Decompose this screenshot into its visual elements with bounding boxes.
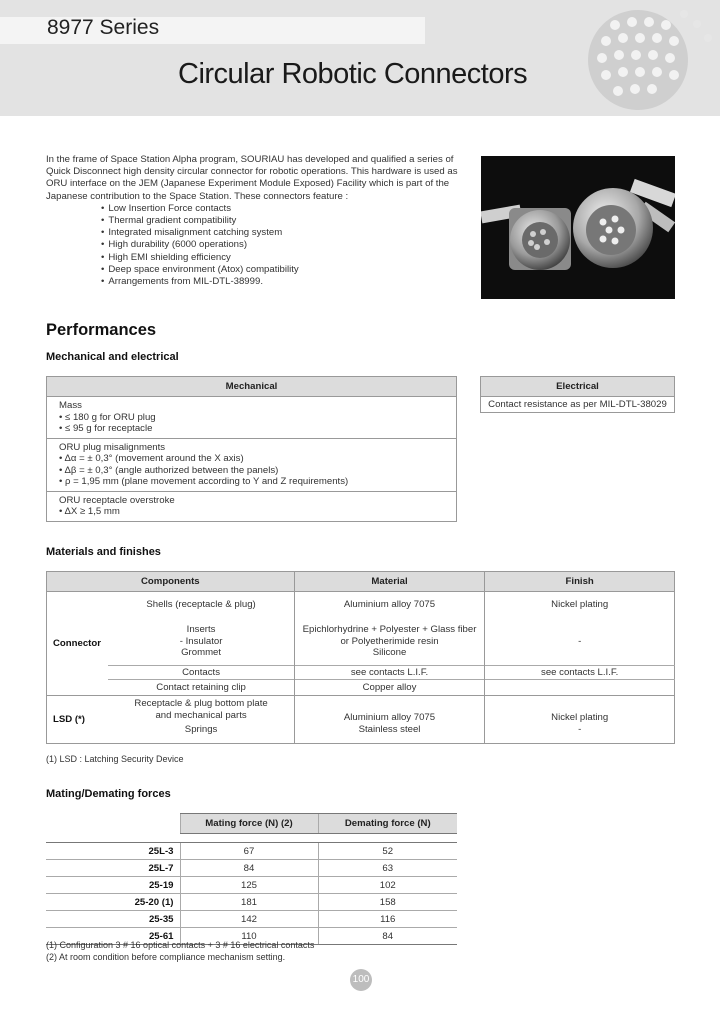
plate-line-2: and mechanical parts — [155, 709, 247, 721]
plate-component — [108, 696, 294, 724]
inserts-finish: - — [485, 618, 675, 666]
mating-value: 142 — [180, 911, 318, 928]
connector-photo — [481, 156, 675, 299]
arrangement: 25-35 — [46, 911, 180, 928]
connector-label: Connector — [47, 592, 109, 696]
arrangement: 25-19 — [46, 877, 180, 894]
shells-component: Shells (receptacle & plug) — [146, 599, 256, 610]
feature-item: • Integrated misalignment catching system — [101, 227, 460, 239]
demating-value: 52 — [318, 843, 457, 860]
mating-value: 125 — [180, 877, 318, 894]
forces-footnote-1: (1) Configuration 3 # 16 optical contacts + 3 # 16 electrical contacts — [46, 940, 315, 950]
inserts-label: Inserts — [186, 624, 216, 635]
group-line: • ρ = 1,95 mm (plane movement according to Y and Z requirements) — [59, 476, 349, 487]
demating-value: 63 — [318, 860, 457, 877]
materials-footnote: (1) LSD : Latching Security Device — [46, 754, 184, 764]
group-title: ORU plug misalignments — [59, 441, 166, 453]
feature-item: • Low Insertion Force contacts — [101, 203, 460, 215]
materials-table — [46, 571, 675, 744]
table-row — [46, 860, 457, 877]
feature-item: • Thermal gradient compatibility — [101, 215, 460, 227]
plate-line-1: Receptacle & plug bottom plate — [134, 698, 268, 710]
mating-value: 84 — [180, 860, 318, 877]
col-mating: Mating force (N) (2) — [180, 814, 318, 834]
table-row — [46, 894, 457, 911]
electrical-table — [480, 376, 675, 413]
intro-text — [46, 154, 460, 288]
shells-finish: Nickel plating — [485, 592, 675, 618]
plate-finish: Nickel plating — [485, 696, 675, 724]
forces-corner — [46, 814, 180, 834]
group-line: • ≤ 180 g for ORU plug — [59, 411, 156, 423]
lsd-label: LSD (*) — [53, 713, 85, 725]
mass-cell — [47, 397, 457, 439]
insulator-label: - Insulator — [179, 635, 223, 647]
springs-material: Stainless steel — [294, 724, 485, 744]
demating-value: 158 — [318, 894, 457, 911]
mech-elec-heading: Mechanical and electrical — [46, 351, 179, 363]
contacts-component: Contacts — [108, 666, 294, 680]
mating-value: 181 — [180, 894, 318, 911]
materials-heading: Materials and finishes — [46, 546, 161, 558]
group-title: ORU receptacle overstroke — [59, 494, 175, 506]
col-components: Components — [47, 572, 295, 592]
feature-item: • High durability (6000 operations) — [101, 239, 460, 251]
group-line: • ΔX ≥ 1,5 mm — [59, 506, 120, 517]
grommet-label: Grommet — [181, 647, 222, 658]
insulator-material-2: or Polyetherimide resin — [340, 635, 439, 647]
performances-heading: Performances — [46, 321, 157, 339]
clip-component: Contact retaining clip — [108, 680, 294, 696]
electrical-header: Electrical — [481, 377, 675, 397]
group-line: • Δα = ± 0,3° (movement around the X axis) — [59, 453, 244, 464]
contact-resistance: Contact resistance as per MIL-DTL-38029 — [481, 397, 675, 413]
demating-value: 116 — [318, 911, 457, 928]
mating-value: 67 — [180, 843, 318, 860]
feature-item: • Deep space environment (Atox) compatibility — [101, 264, 460, 276]
decorative-connector-face-icon — [580, 0, 720, 110]
mechanical-header: Mechanical — [47, 377, 457, 397]
feature-item: • Arrangements from MIL-DTL-38999. — [101, 276, 460, 288]
clip-finish — [485, 680, 675, 696]
plate-material: Aluminium alloy 7075 — [294, 696, 485, 724]
arrangement: 25L-7 — [46, 860, 180, 877]
col-material: Material — [294, 572, 485, 592]
insulator-material-1: Epichlorhydrine + Polyester + Glass fiber — [302, 624, 477, 635]
col-demating: Demating force (N) — [318, 814, 457, 834]
series-label: 8977 Series — [47, 16, 160, 39]
col-finish: Finish — [485, 572, 675, 592]
forces-spacer — [46, 834, 457, 843]
group-title: Mass — [59, 400, 82, 411]
table-row — [46, 911, 457, 928]
forces-footnotes — [46, 939, 314, 963]
forces-heading: Mating/Demating forces — [46, 788, 171, 800]
arrangement: 25-61 — [46, 928, 180, 945]
shells-material: Aluminium alloy 7075 — [294, 592, 485, 618]
misalignment-cell — [47, 438, 457, 491]
forces-footnote-2: (2) At room condition before compliance mechanism setting. — [46, 952, 286, 962]
feature-list — [46, 203, 460, 288]
page-title: Circular Robotic Connectors — [178, 58, 528, 90]
table-row — [46, 877, 457, 894]
group-line: • ≤ 95 g for receptacle — [59, 423, 153, 434]
arrangement: 25L-3 — [46, 843, 180, 860]
contacts-material: see contacts L.I.F. — [294, 666, 485, 680]
mechanical-table — [46, 376, 457, 522]
demating-value: 102 — [318, 877, 457, 894]
overstroke-cell — [47, 491, 457, 521]
forces-table — [46, 813, 457, 945]
clip-material: Copper alloy — [294, 680, 485, 696]
intro-paragraph: In the frame of Space Station Alpha program, SOURIAU has developed and qualified a series of Quick Disconnect high density circular connector for robotic operations. This hardware is used as ORU interface on the JEM (Japanese Experiment Module Exposed) Facility which is part of the Japanese contribution to the Space Station. These connectors feature : — [46, 154, 458, 202]
page-number: 100 — [350, 969, 372, 991]
inserts-material — [294, 618, 485, 666]
inserts-component — [108, 618, 294, 666]
mating-value: 110 — [180, 928, 318, 945]
arrangement: 25-20 (1) — [46, 894, 180, 911]
group-line: • Δβ = ± 0,3° (angle authorized between the panels) — [59, 464, 279, 476]
demating-value: 84 — [318, 928, 457, 945]
grommet-material: Silicone — [372, 647, 407, 658]
springs-component: Springs — [184, 723, 218, 735]
springs-finish: - — [485, 724, 675, 744]
table-row — [46, 843, 457, 860]
feature-item: • High EMI shielding efficiency — [101, 252, 460, 264]
contacts-finish: see contacts L.I.F. — [485, 666, 675, 680]
